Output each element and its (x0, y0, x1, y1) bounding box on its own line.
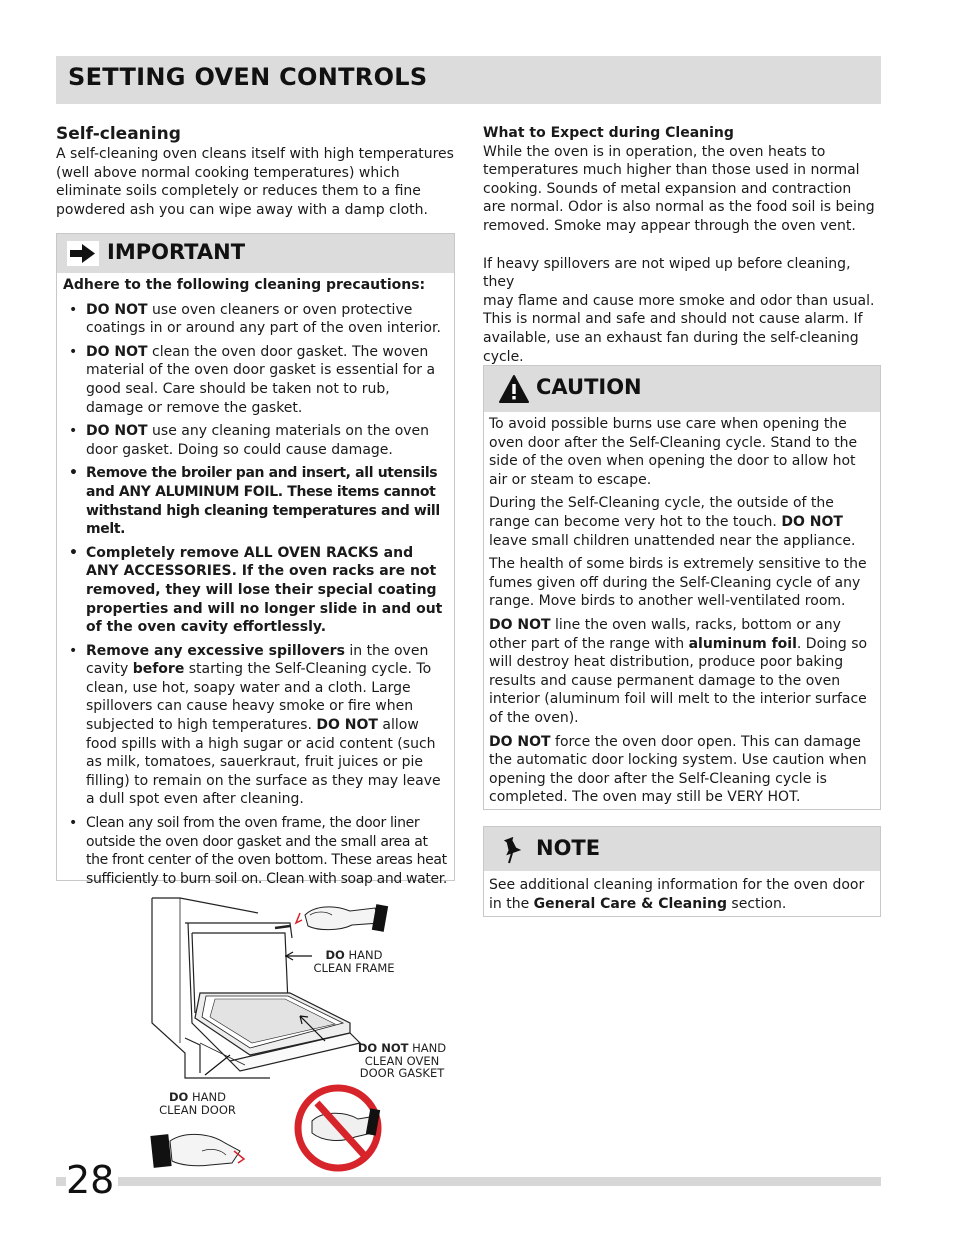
expect-line: While the oven is in operation, the oven heats to (483, 143, 826, 160)
bullet: • (69, 465, 78, 482)
expect-line: removed. Smoke may appear through the oven vent. (483, 217, 856, 234)
note-header (484, 827, 880, 871)
emphasis-text: ALL OVEN RACKS (243, 544, 379, 561)
prohibited-icon (298, 1088, 380, 1168)
body-text: use any cleaning materials on the oven door gasket. Doing so could cause damage. (86, 423, 430, 458)
caution-paragraph: The health of some birds is extremely sensitive to the fumes given off during the Self-Cleaning cycle of any range. Move birds to another well-ventilated room. (489, 556, 867, 610)
body-text: HAND (408, 1041, 447, 1055)
emphasis-text: DO NOT (489, 733, 551, 750)
body-text: See additional cleaning information for the oven door in the (489, 877, 865, 912)
body-text: leave small children unattended near the appliance. (489, 532, 856, 549)
body-text: CLEAN FRAME (313, 960, 395, 975)
emphasis-text: DO (169, 1090, 189, 1104)
precaution-item (63, 422, 449, 459)
important-title: IMPORTANT (107, 240, 246, 264)
emphasis-text: DO NOT (86, 343, 148, 360)
body-text: Completely remove (86, 544, 244, 561)
label-do-clean-door (150, 1091, 245, 1116)
emphasis-text: DO NOT (357, 1041, 409, 1055)
self-cleaning-line: eliminate soils completely or reduces them to a fine (56, 183, 421, 200)
precaution-item (63, 544, 449, 637)
warning-icon (498, 374, 530, 404)
important-header (57, 234, 454, 273)
label-do-clean-frame (307, 949, 401, 974)
self-cleaning-section (56, 123, 456, 219)
body-text: clean the oven door gasket. The woven material of the oven door gasket is essential for a good seal. Care should be taken not to rub, damage or remove the gasket. (86, 343, 436, 416)
self-cleaning-line: A self-cleaning oven cleans itself with high temperatures (56, 146, 454, 162)
precaution-item (63, 642, 449, 809)
arrow-right-icon (67, 241, 99, 266)
bullet: • (69, 343, 78, 360)
body-text: . If the oven racks are not removed, they will lose their special coating properties and will no longer slide in and out of the oven cavity effortlessly. (86, 563, 443, 636)
caution-panel (483, 365, 881, 810)
body-text: Remove the broiler pan and insert, all utensils and (86, 465, 438, 500)
emphasis-text: before (132, 661, 185, 678)
body-text: DOOR GASKET (359, 1066, 445, 1080)
caution-paragraph: To avoid possible burns use care when opening the oven door after the Self-Cleaning cycle. Stand to the side of the oven when opening the door to allow hot air or steam to escape. (489, 416, 858, 488)
precaution-item (63, 814, 449, 888)
pushpin-icon (500, 836, 524, 864)
body-text: During the Self-Cleaning cycle, the outside of the range can become very hot to the touch. (489, 495, 834, 530)
self-cleaning-line: (well above normal cooking temperatures) which (56, 164, 400, 181)
bullet: • (69, 544, 78, 561)
expect-line: temperatures much higher than those used in normal (483, 162, 860, 179)
caution-paragraph (489, 494, 877, 550)
precaution-item (63, 464, 449, 538)
caution-title: CAUTION (536, 375, 642, 399)
bullet: • (69, 815, 77, 832)
caution-paragraph (489, 733, 877, 807)
emphasis-text: DO NOT (86, 423, 148, 440)
expect-heading: What to Expect during Cleaning (483, 125, 734, 141)
body-text: line the oven walls, racks, bottom or any other part of the range with (489, 616, 841, 652)
expect-line: This is normal and safe and should not cause alarm. If (483, 311, 863, 328)
precaution-item (63, 343, 449, 417)
page-number: 28 (66, 1158, 118, 1202)
caution-header (484, 366, 880, 412)
body-text: . Doing so will destroy heat distribution, produce poor baking results and cause permanent damage to the oven interior (aluminum foil will melt to the interior surface of the oven). (489, 635, 868, 726)
important-intro: Adhere to the following cleaning precautions: (63, 277, 426, 293)
emphasis-text: General Care & Cleaning (533, 895, 727, 912)
body-text: force the oven door open. This can damage the automatic door locking system. Use caution when opening the door after the Self-Cleaning cycle is completed. The oven may still be VERY HOT. (489, 733, 867, 806)
emphasis-text: DO NOT (781, 513, 843, 530)
emphasis-text: aluminum foil (688, 635, 797, 652)
note-panel (483, 826, 881, 917)
emphasis-text: Remove any excessive spillovers (86, 642, 345, 659)
expect-line: may flame and cause more smoke and odor than usual. (483, 292, 875, 309)
body-text: allow food spills with a high sugar or acid content (such as milk, tomatoes, sauerkraut, fruit juices or pie filling) to remain on the surface as they may leave a dull spot even after cleaning. (86, 717, 441, 808)
expect-section (483, 124, 883, 366)
body-text: HAND (188, 1090, 226, 1104)
body-text: in the oven cavity (86, 642, 429, 678)
body-text: CLEAN DOOR (159, 1102, 236, 1117)
self-cleaning-heading: Self-cleaning (56, 124, 181, 144)
body-text: starting the Self-Cleaning cycle. To clean, use hot, soapy water and a cloth. Large spillovers can cause heavy smoke or fire when subjected to high temperatures. (86, 661, 432, 734)
hand-cleaning-door (150, 1134, 244, 1168)
bullet: • (69, 423, 78, 440)
section-header (56, 56, 881, 104)
hand-cleaning-frame (296, 904, 388, 932)
expect-line: are normal. Odor is also normal as the food soil is being (483, 199, 875, 216)
important-panel (56, 233, 455, 887)
self-cleaning-line: powdered ash you can wipe away with a damp cloth. (56, 201, 428, 218)
label-do-not-clean-gasket (352, 1042, 452, 1080)
emphasis-text: ANY ACCESSORIES (86, 563, 232, 580)
emphasis-text: DO NOT (316, 717, 378, 734)
expect-line: If heavy spillovers are not wiped up before cleaning, they (483, 255, 851, 291)
body-text: CLEAN OVEN (364, 1053, 440, 1068)
section-title: SETTING OVEN CONTROLS (68, 63, 428, 91)
caution-paragraph (489, 616, 877, 728)
expect-line: available, use an exhaust fan during the self-cleaning (483, 329, 859, 346)
note-title: NOTE (536, 836, 601, 860)
body-text: section. (726, 895, 787, 912)
expect-line: cooking. Sounds of metal expansion and contraction (483, 180, 852, 197)
footer-rule (56, 1177, 881, 1186)
precaution-list (63, 301, 449, 889)
oven-cleaning-illustration (140, 893, 460, 1178)
body-text: and (378, 544, 414, 561)
body-text: Clean any soil from the oven frame, the door liner outside the oven door gasket and the small area at the front center of the oven bottom. These areas heat sufficiently to burn soil on. Clean with soap and water. (86, 815, 447, 887)
body-text: . These items cannot withstand high cleaning temperatures and will melt. (86, 483, 440, 538)
body-text: HAND (344, 948, 383, 962)
emphasis-text: DO (325, 948, 345, 962)
note-text (489, 876, 877, 913)
emphasis-text: ANY ALUMINUM FOIL (118, 483, 278, 500)
expect-line: cycle. (483, 348, 524, 365)
emphasis-text: DO NOT (489, 616, 551, 633)
precaution-item (63, 301, 449, 338)
bullet: • (69, 301, 78, 318)
bullet: • (69, 642, 78, 659)
emphasis-text: DO NOT (86, 301, 148, 318)
body-text: use oven cleaners or oven protective coatings in or around any part of the oven interior. (86, 301, 441, 337)
